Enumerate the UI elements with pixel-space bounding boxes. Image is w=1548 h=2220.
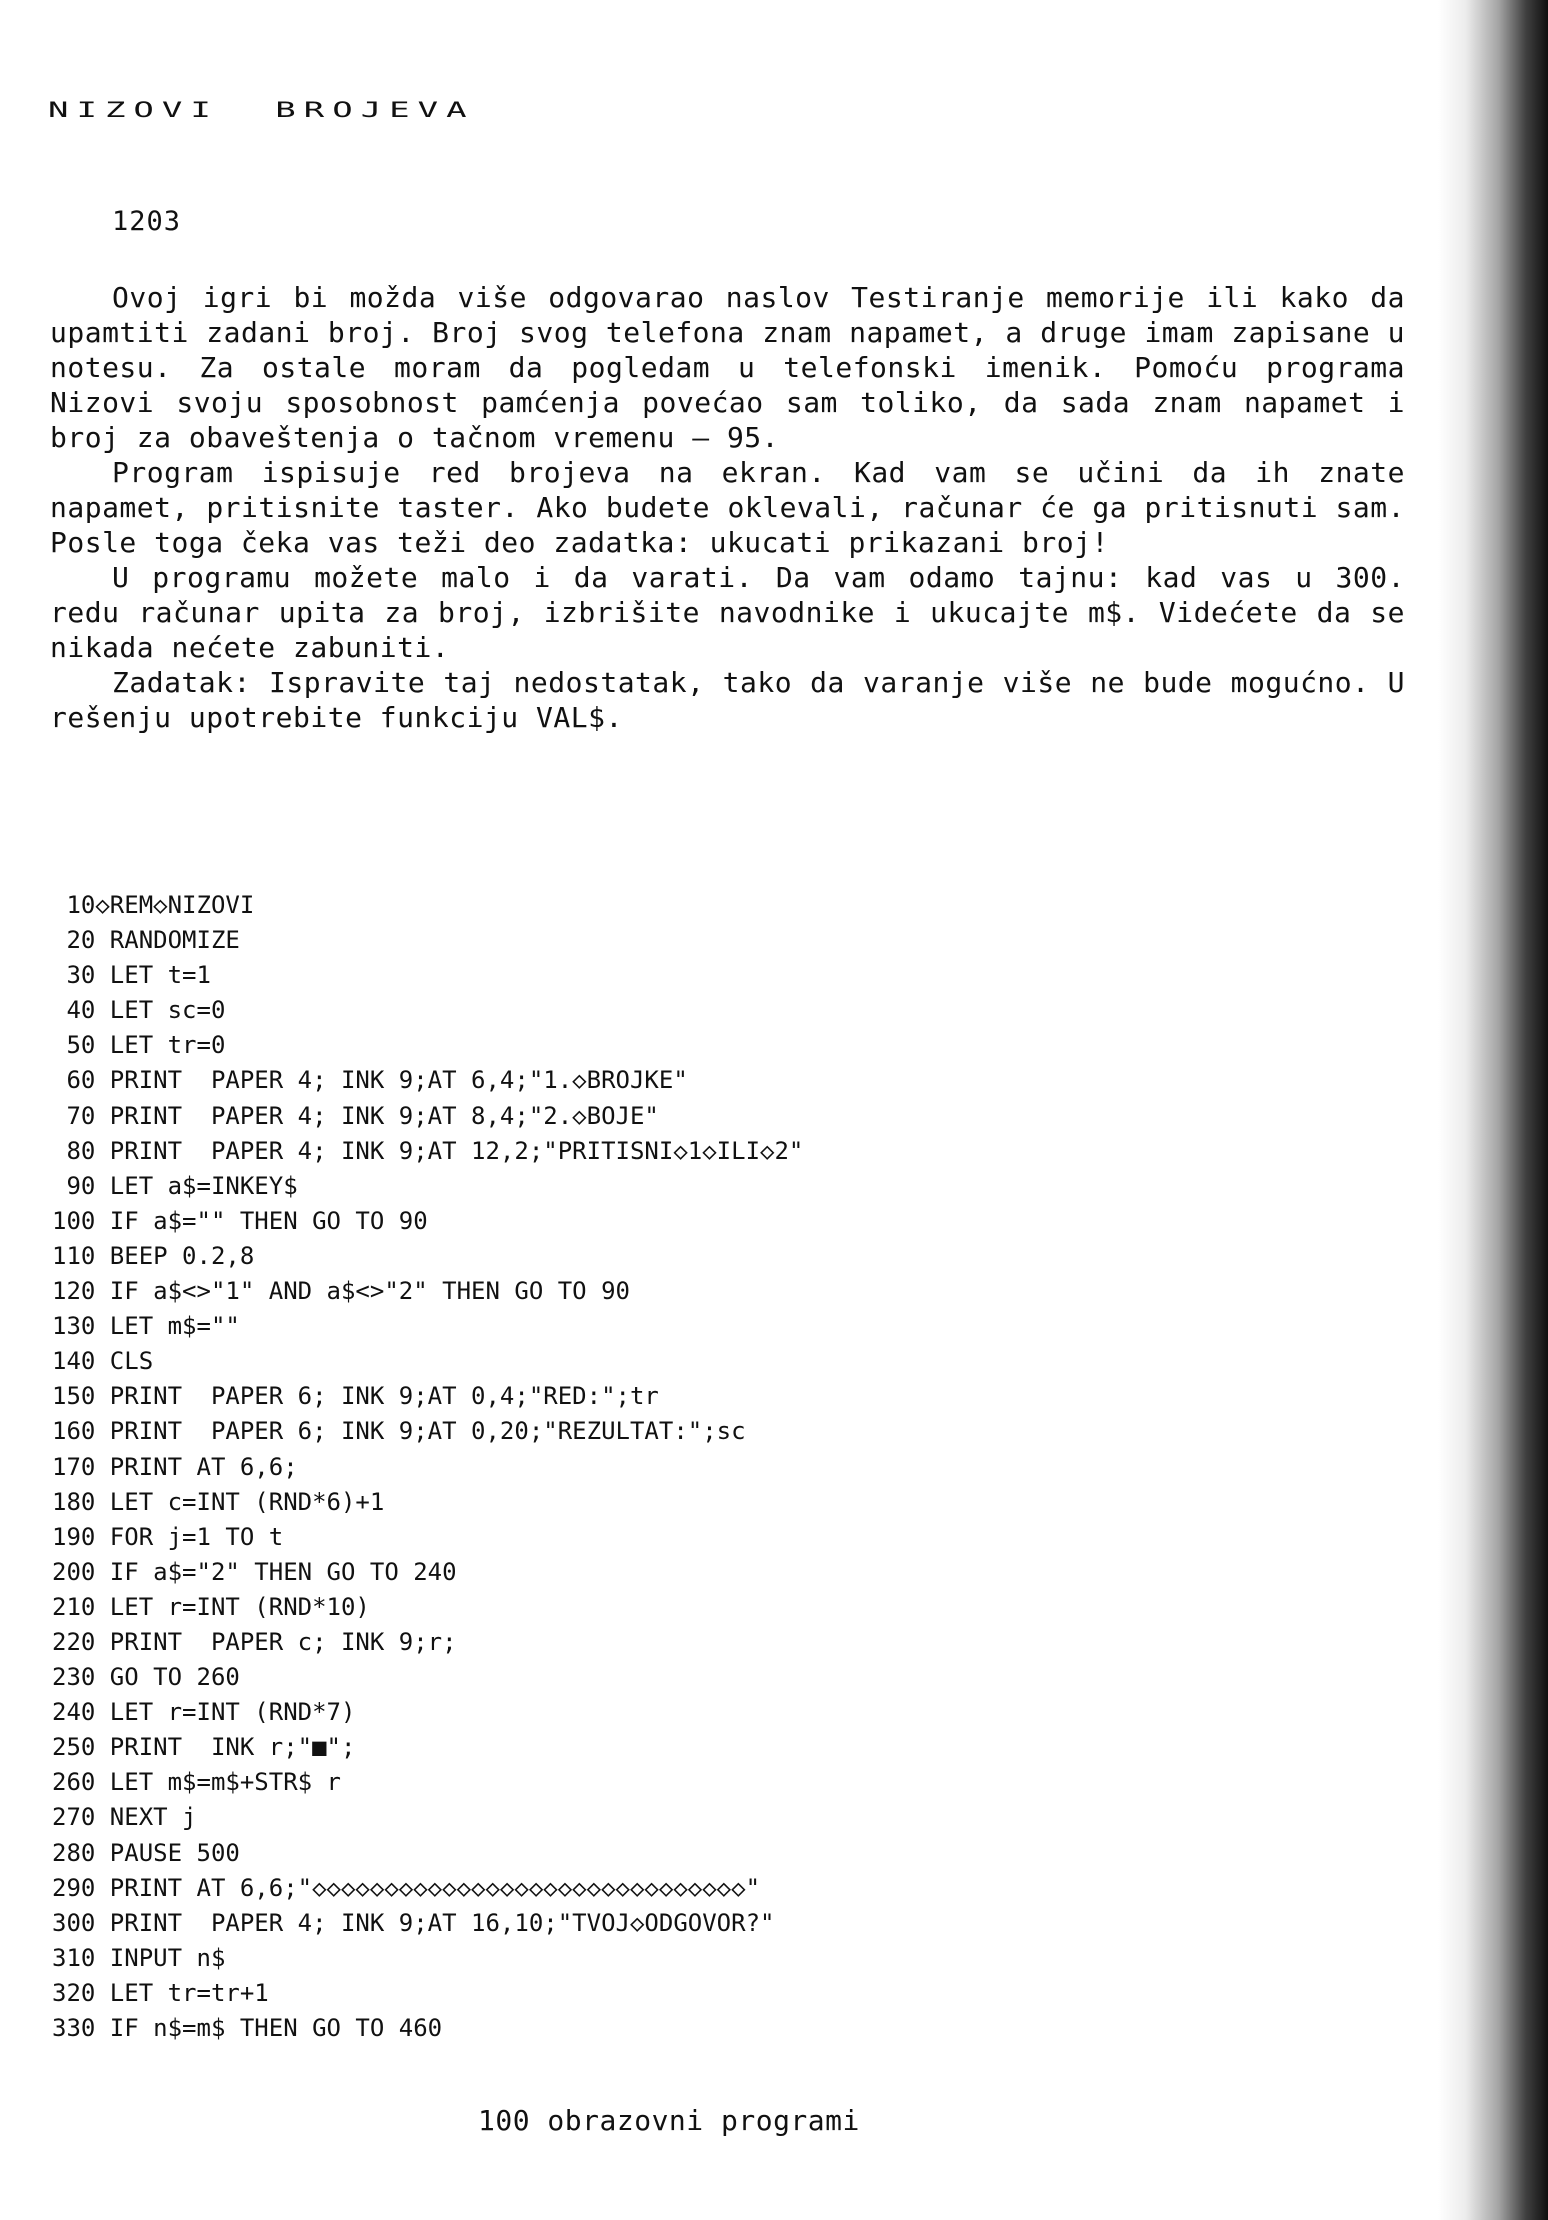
code-line: 230 GO TO 260 (52, 1663, 240, 1692)
intro-paragraph: Zadatak: Ispravite taj nedostatak, tako da varanje više ne bude mogućno. U rešenju upotrebite funkciju VAL$. (50, 666, 1405, 734)
intro-paragraph: U programu možete malo i da varati. Da vam odamo tajnu: kad vas u 300. redu računar upita za broj, izbrišite navodnike i ukucajte m$. Videćete da se nikada nećete zabuniti. (50, 561, 1405, 664)
code-line: 300 PRINT PAPER 4; INK 9;AT 16,10;"TVOJ◇ODGOVOR?" (52, 1908, 775, 1937)
code-line: 150 PRINT PAPER 6; INK 9;AT 0,4;"RED:";tr (52, 1382, 659, 1411)
code-line: 20 RANDOMIZE (52, 926, 240, 955)
code-line: 330 IF n$=m$ THEN GO TO 460 (52, 2014, 443, 2042)
code-line: 250 PRINT INK r;"■"; (52, 1733, 356, 1762)
code-line: 180 LET c=INT (RND*6)+1 (52, 1487, 385, 1516)
intro-paragraph: Program ispisuje red brojeva na ekran. Kad vam se učini da ih znate napamet, pritisnite taster. Ako budete oklevali, računar će ga pritisnuti sam. Posle toga čeka vas teži deo zadatka: ukucati prikazani broj! (50, 456, 1405, 559)
code-line: 40 LET sc=0 (52, 996, 226, 1025)
code-line: 190 FOR j=1 TO t (52, 1522, 284, 1551)
code-line: 50 LET tr=0 (52, 1031, 226, 1060)
code-line: 320 LET tr=tr+1 (52, 1978, 269, 2007)
intro-text (50, 280, 1405, 735)
code-line: 170 PRINT AT 6,6; (52, 1452, 298, 1481)
code-line: 270 NEXT j (52, 1803, 197, 1832)
page-title: NIZOVI BROJEVA (48, 98, 475, 123)
code-line: 120 IF a$<>"1" AND a$<>"2" THEN GO TO 90 (52, 1277, 630, 1306)
code-line: 10◇REM◇NIZOVI (52, 891, 255, 919)
code-line: 290 PRINT AT 6,6;"◇◇◇◇◇◇◇◇◇◇◇◇◇◇◇◇◇◇◇◇◇◇◇◇◇◇◇◇◇◇" (52, 1873, 761, 1902)
code-line: 280 PAUSE 500 (52, 1838, 240, 1867)
code-line: 210 LET r=INT (RND*10) (52, 1592, 370, 1621)
code-line: 80 PRINT PAPER 4; INK 9;AT 12,2;"PRITISNI◇1◇ILI◇2" (52, 1136, 804, 1165)
basic-program-listing (52, 888, 803, 2046)
code-line: 100 IF a$="" THEN GO TO 90 (52, 1206, 428, 1235)
code-line: 60 PRINT PAPER 4; INK 9;AT 6,4;"1.◇BROJKE" (52, 1066, 688, 1095)
code-line: 200 IF a$="2" THEN GO TO 240 (52, 1557, 457, 1586)
code-line: 160 PRINT PAPER 6; INK 9;AT 0,20;"REZULTAT:";sc (52, 1417, 746, 1446)
code-line: 70 PRINT PAPER 4; INK 9;AT 8,4;"2.◇BOJE" (52, 1101, 659, 1130)
code-line: 90 LET a$=INKEY$ (52, 1171, 298, 1200)
scan-page-edge-shadow (1438, 0, 1548, 2220)
program-number: 1203 (112, 206, 182, 237)
code-line: 130 LET m$="" (52, 1312, 240, 1341)
code-line: 310 INPUT n$ (52, 1943, 226, 1972)
code-line: 240 LET r=INT (RND*7) (52, 1698, 356, 1727)
code-line: 110 BEEP 0.2,8 (52, 1241, 255, 1270)
code-line: 260 LET m$=m$+STR$ r (52, 1768, 341, 1797)
code-line: 220 PRINT PAPER c; INK 9;r; (52, 1627, 457, 1656)
page-footer: 100 obrazovni programi (478, 2104, 860, 2137)
intro-paragraph: Ovoj igri bi možda više odgovarao naslov Testiranje memorije ili kako da upamtiti zadani broj. Broj svog telefona znam napamet, a druge imam zapisane u notesu. Za ostale moram da pogledam u telefonski imenik. Pomoću programa Nizovi svoju sposobnost pamćenja povećao sam toliko, da sada znam napamet i broj za obaveštenja o tačnom vremenu – 95. (50, 281, 1405, 454)
code-line: 30 LET t=1 (52, 961, 211, 990)
code-line: 140 CLS (52, 1347, 154, 1376)
